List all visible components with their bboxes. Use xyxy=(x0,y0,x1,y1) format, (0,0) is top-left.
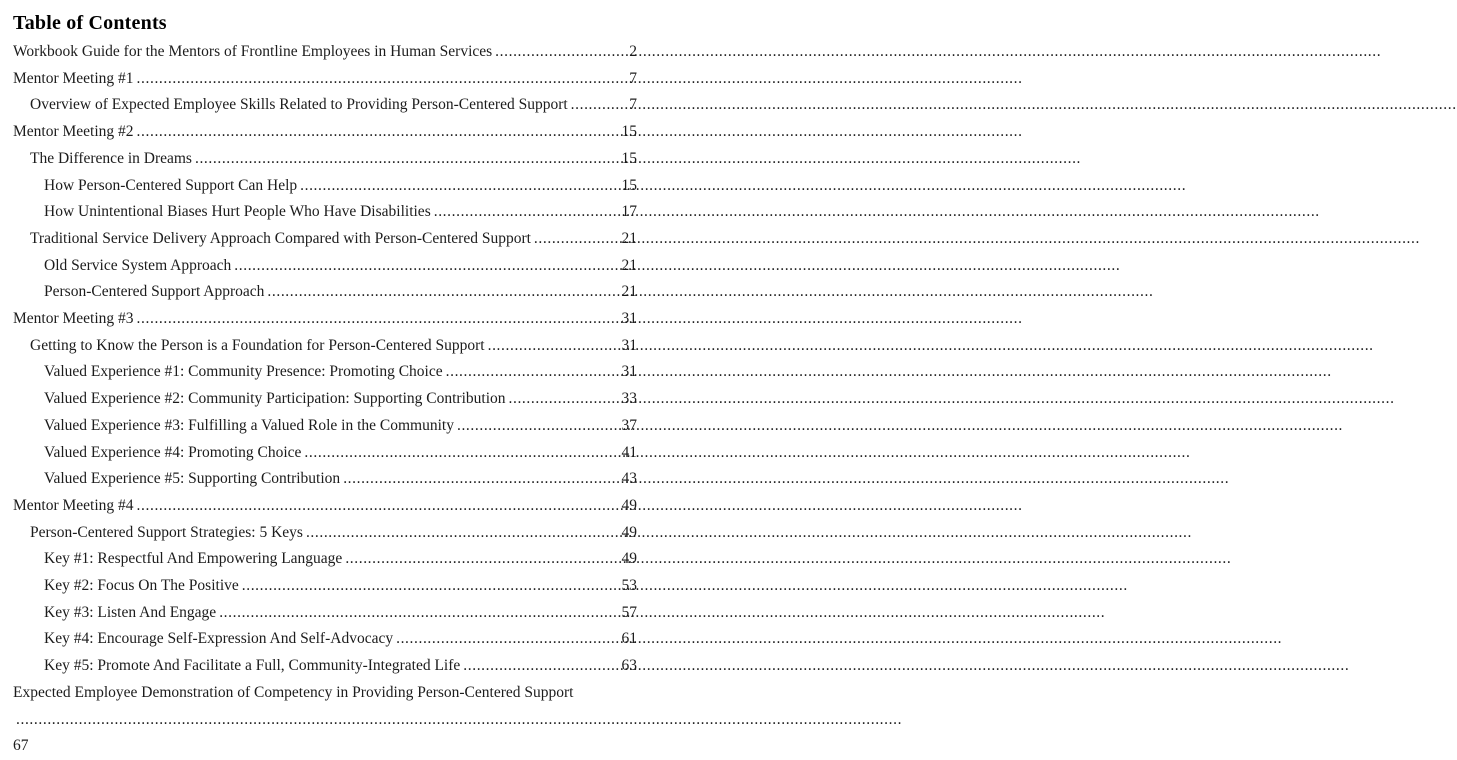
dot-leader xyxy=(137,306,621,333)
toc-entry-page: 15 xyxy=(621,123,637,141)
toc-entry-page: 49 xyxy=(621,496,637,514)
toc-entry-page: 17 xyxy=(621,203,637,221)
toc-entry-label: Workbook Guide for the Mentors of Frontline Employees in Human Services xyxy=(13,43,493,60)
toc-entry-label: Mentor Meeting #1 xyxy=(13,69,134,87)
toc-entry-label: Valued Experience #2: Community Participation: Supporting Contribution xyxy=(44,390,506,408)
dot-leader xyxy=(306,520,621,547)
toc-entry-label: Overview of Expected Employee Skills Related to Providing Person-Centered Support xyxy=(30,96,568,114)
dot-leader xyxy=(16,707,636,734)
toc-entry-page: 7 xyxy=(629,69,637,87)
dot-leader xyxy=(396,626,620,653)
toc-entry-label: How Person-Centered Support Can Help xyxy=(44,176,298,194)
toc-entry[interactable] xyxy=(13,333,637,360)
dot-leader xyxy=(495,39,628,66)
dot-leader xyxy=(137,66,629,93)
dot-leader xyxy=(457,413,621,440)
toc-entry[interactable] xyxy=(13,92,637,119)
toc-entry-page: 31 xyxy=(621,336,637,354)
toc-entry-label: Person-Centered Support Strategies: 5 Keys xyxy=(30,523,303,541)
toc-entry[interactable] xyxy=(13,146,637,173)
toc-entry-label: Mentor Meeting #4 xyxy=(13,496,134,514)
dot-leader xyxy=(195,146,621,173)
toc-entry[interactable] xyxy=(13,66,637,93)
toc-entry-label: Key #3: Listen And Engage xyxy=(44,603,217,621)
toc-entry-label: Valued Experience #1: Community Presence: Promoting Choice xyxy=(44,363,443,381)
dot-leader xyxy=(267,279,620,306)
dot-leader xyxy=(509,386,621,413)
toc-entry[interactable] xyxy=(13,253,637,280)
toc-entry-page: 7 xyxy=(629,96,637,114)
toc-entry[interactable] xyxy=(13,653,637,680)
toc-entry-page: 31 xyxy=(621,363,637,381)
dot-leader xyxy=(242,573,621,600)
toc-entry-page: 21 xyxy=(621,229,637,247)
toc-entry-label: Valued Experience #5: Supporting Contribution xyxy=(44,470,341,488)
toc-entry-label: Mentor Meeting #3 xyxy=(13,310,134,328)
toc-entry[interactable] xyxy=(13,306,637,333)
toc-entry[interactable] xyxy=(13,226,637,253)
toc-entry-page: 53 xyxy=(621,577,637,595)
toc-entry-label: Old Service System Approach xyxy=(44,256,232,274)
toc-list xyxy=(13,39,637,760)
toc-entry-label: The Difference in Dreams xyxy=(30,149,192,167)
dot-leader xyxy=(463,653,620,680)
toc-entry[interactable] xyxy=(13,173,637,200)
toc-entry[interactable] xyxy=(13,119,637,146)
toc-title: Table of Contents xyxy=(13,12,167,34)
toc-entry-label: Key #1: Respectful And Empowering Language xyxy=(44,550,343,568)
toc-entry[interactable] xyxy=(13,359,637,386)
dot-leader xyxy=(137,119,621,146)
toc-entry-label: Mentor Meeting #2 xyxy=(13,123,134,141)
toc-entry-page: 37 xyxy=(621,416,637,434)
toc-entry-label: How Unintentional Biases Hurt People Who Have Disabilities xyxy=(44,203,431,221)
toc-entry-page: 49 xyxy=(621,523,637,541)
toc-entry[interactable] xyxy=(13,279,637,306)
dot-leader xyxy=(534,226,621,253)
toc-entry-label: Key #5: Promote And Facilitate a Full, Community-Integrated Life xyxy=(44,657,461,675)
toc-entry-page: 21 xyxy=(621,283,637,301)
toc-entry[interactable] xyxy=(13,520,637,547)
dot-leader xyxy=(345,546,620,573)
dot-leader xyxy=(343,466,620,493)
toc-entry[interactable] xyxy=(13,493,637,520)
toc-entry-page: 61 xyxy=(621,630,637,648)
dot-leader xyxy=(219,600,620,627)
toc-entry-label: Key #4: Encourage Self-Expression And Self-Advocacy xyxy=(44,630,394,648)
dot-leader xyxy=(446,359,621,386)
toc-entry-page: 33 xyxy=(621,390,637,408)
toc-entry-label: Traditional Service Delivery Approach Compared with Person-Centered Support xyxy=(30,229,531,247)
dot-leader xyxy=(571,92,629,119)
toc-entry[interactable] xyxy=(13,386,637,413)
dot-leader xyxy=(304,440,620,467)
dot-leader xyxy=(234,253,620,280)
toc-entry-label: Getting to Know the Person is a Foundation for Person-Centered Support xyxy=(30,336,485,354)
toc-entry-page: 2 xyxy=(629,43,637,60)
toc-entry-label: Person-Centered Support Approach xyxy=(44,283,265,301)
dot-leader xyxy=(300,173,620,200)
toc-entry-label: Expected Employee Demonstration of Competency in Providing Person-Centered Support xyxy=(13,683,574,701)
toc-entry[interactable] xyxy=(13,680,637,760)
toc-entry[interactable] xyxy=(13,546,637,573)
toc-entry-page: 63 xyxy=(621,657,637,675)
toc-entry-page: 31 xyxy=(621,310,637,328)
toc-entry-label: Valued Experience #4: Promoting Choice xyxy=(44,443,302,461)
toc-entry[interactable] xyxy=(13,199,637,226)
toc-entry[interactable] xyxy=(13,413,637,440)
toc-entry-page: 15 xyxy=(621,149,637,167)
dot-leader xyxy=(488,333,621,360)
toc-entry-label: Key #2: Focus On The Positive xyxy=(44,577,239,595)
document-page xyxy=(0,0,651,755)
toc-entry-page: 41 xyxy=(621,443,637,461)
toc-entry-page: 43 xyxy=(621,470,637,488)
toc-entry-page: 57 xyxy=(621,603,637,621)
toc-entry[interactable] xyxy=(13,573,637,600)
toc-entry[interactable] xyxy=(13,466,637,493)
toc-entry[interactable] xyxy=(13,600,637,627)
toc-entry-page: 21 xyxy=(621,256,637,274)
toc-entry-page: 67 xyxy=(13,737,29,755)
dot-leader xyxy=(137,493,621,520)
toc-entry-label: Valued Experience #3: Fulfilling a Valued Role in the Community xyxy=(44,416,454,434)
toc-entry[interactable] xyxy=(13,39,637,66)
toc-entry[interactable] xyxy=(13,626,637,653)
dot-leader xyxy=(434,199,621,226)
toc-entry[interactable] xyxy=(13,440,637,467)
toc-entry-page: 49 xyxy=(621,550,637,568)
toc-entry-page: 15 xyxy=(621,176,637,194)
